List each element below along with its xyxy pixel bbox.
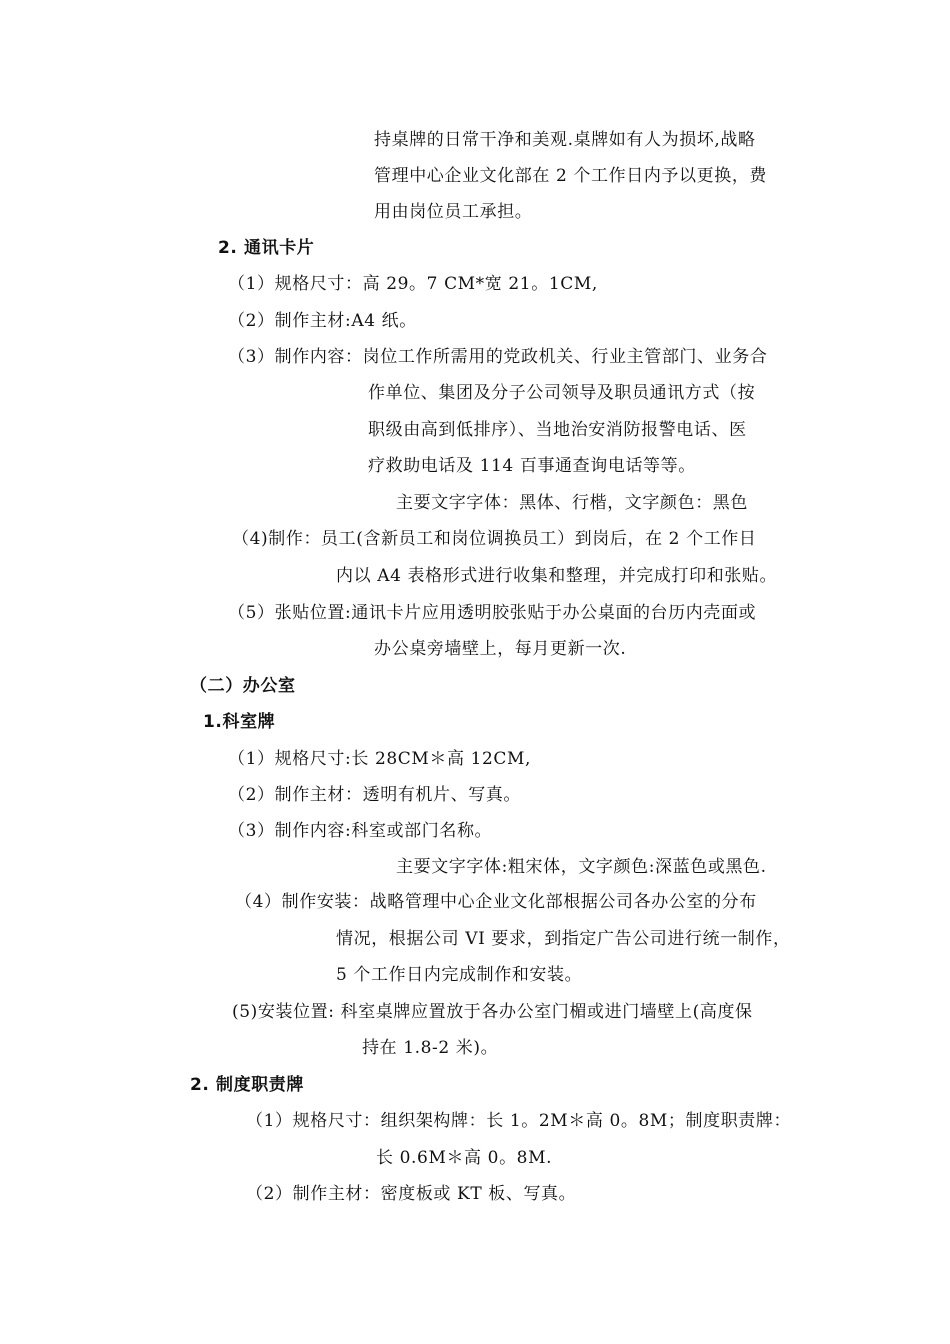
section-heading: 1.科室牌 [203,712,276,732]
section-heading: 2. 制度职责牌 [190,1075,305,1095]
body-line: 主要文字字体：黑体、行楷，文字颜色：黑色 [396,493,748,513]
body-line: 作单位、集团及分子公司领导及职员通讯方式（按 [368,383,756,403]
body-line: （5）张贴位置:通讯卡片应用透明胶张贴于办公桌面的台历内壳面或 [228,603,757,623]
body-line: (5)安装位置: 科室桌牌应置放于各办公室门楣或进门墙壁上(高度保 [232,1002,753,1022]
body-line: （3）制作内容:科室或部门名称。 [228,821,493,841]
body-line: 长 0.6M＊高 0。8M. [376,1148,553,1168]
section-heading: （二）办公室 [190,676,296,696]
body-line: （2）制作主材:A4 纸。 [228,311,417,331]
body-line: （4）制作安装：战略管理中心企业文化部根据公司各办公室的分布 [235,892,757,912]
body-line: 内以 A4 表格形式进行收集和整理，并完成打印和张贴。 [336,566,778,586]
body-line: 主要文字字体:粗宋体，文字颜色:深蓝色或黑色. [396,857,767,877]
body-line: （2）制作主材：密度板或 KT 板、写真。 [246,1184,577,1204]
body-line: 持桌牌的日常干净和美观.桌牌如有人为损坏,战略 [374,130,756,150]
body-line: （1）规格尺寸：组织架构牌：长 1。2M＊高 0。8M；制度职责牌： [246,1111,792,1131]
body-line: 办公桌旁墙壁上，每月更新一次. [374,639,627,659]
body-line: 用由岗位员工承担。 [374,202,533,222]
body-line: 持在 1.8-2 米)。 [362,1038,499,1058]
body-line: 职级由高到低排序）、当地治安消防报警电话、医 [368,420,747,440]
body-line: （2）制作主材：透明有机片、写真。 [228,785,522,805]
section-heading: 2. 通讯卡片 [218,238,315,258]
body-line: （1）规格尺寸:长 28CM＊高 12CM, [228,749,532,769]
body-line: 管理中心企业文化部在 2 个工作日内予以更换，费 [374,166,768,186]
body-line: （1）规格尺寸：高 29。7 CM*宽 21。1CM, [228,274,598,294]
body-line: （4)制作：员工(含新员工和岗位调换员工）到岗后，在 2 个工作日 [232,529,757,549]
body-line: 5 个工作日内完成制作和安装。 [336,965,583,985]
body-line: 情况，根据公司 VI 要求，到指定广告公司进行统一制作， [336,929,791,949]
body-line: 疗救助电话及 114 百事通查询电话等等。 [368,456,696,476]
body-line: （3）制作内容：岗位工作所需用的党政机关、行业主管部门、业务合 [228,347,768,367]
